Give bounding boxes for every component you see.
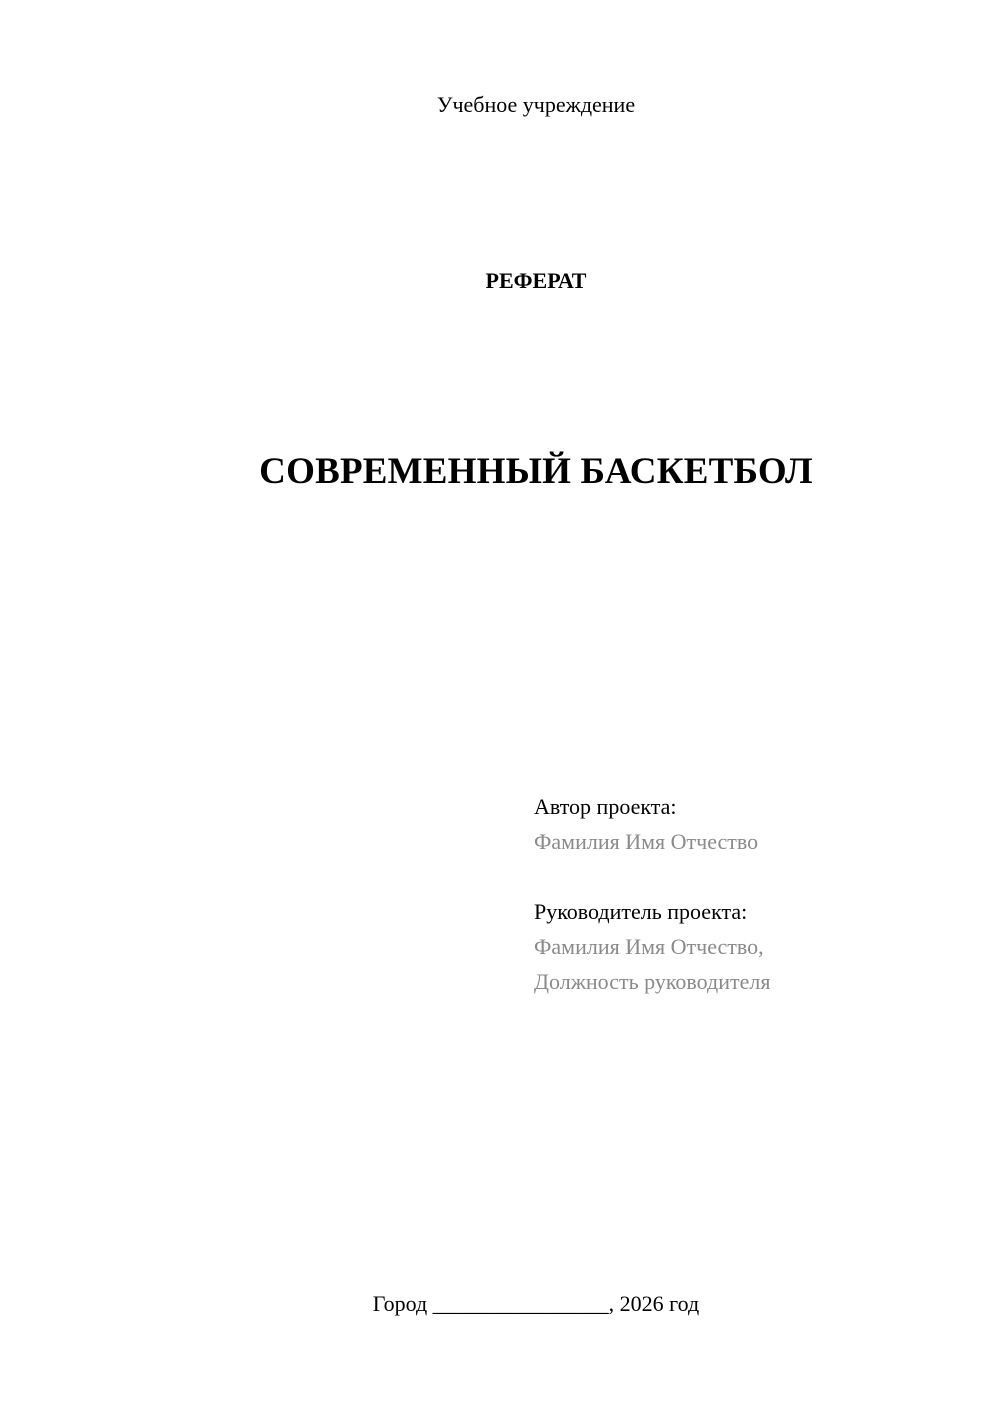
city-year-line (0, 1291, 1000, 1317)
author-name-placeholder: Фамилия Имя Отчество (534, 829, 759, 854)
supervisor-name-placeholder: Фамилия Имя Отчество, (534, 934, 764, 959)
spacer (534, 859, 770, 894)
supervisor-label: Руководитель проекта: (534, 899, 748, 924)
document-title: СОВРЕМЕННЫЙ БАСКЕТБОЛ (259, 451, 813, 492)
city-blank: ________________ (432, 1291, 609, 1316)
city-label: Город (372, 1291, 428, 1316)
author-label: Автор проекта: (534, 794, 677, 819)
credits-block (534, 789, 770, 999)
supervisor-position-placeholder: Должность руководителя (534, 969, 771, 994)
document-type-heading: РЕФЕРАТ (485, 268, 587, 293)
year-text: , 2026 год (608, 1291, 700, 1316)
institution-name: Учебное учреждение (436, 92, 636, 117)
